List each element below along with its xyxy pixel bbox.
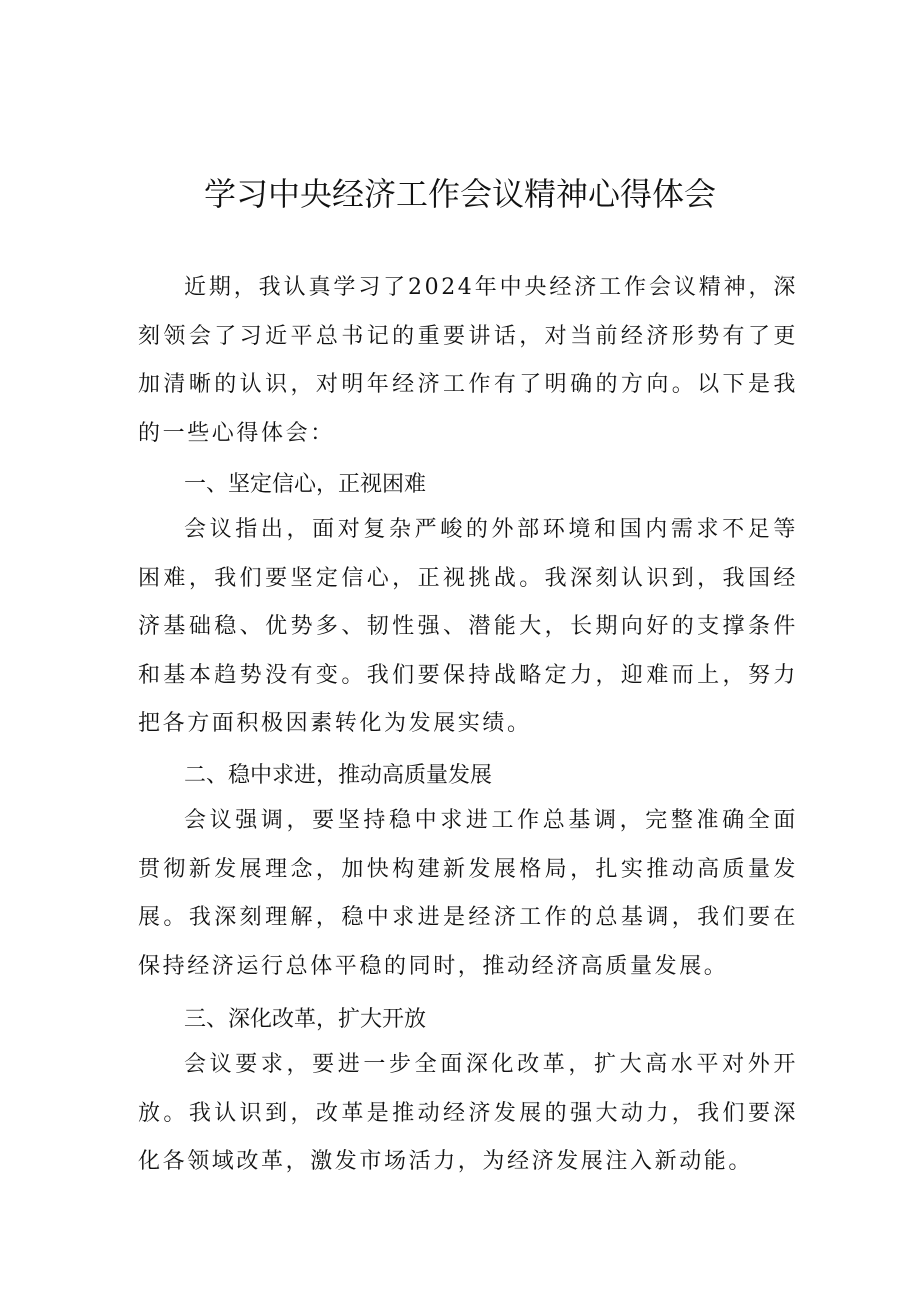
section-body-1: 会议指出，面对复杂严峻的外部环境和国内需求不足等困难，我们要坚定信心，正视挑战。我深刻认识到，我国经济基础稳、优势多、韧性强、潜能大，长期向好的支撑条件和基本趋势没有变。我们要保持战略定力，迎难而上，努力把各方面积极因素转化为发展实绩。 xyxy=(138,517,798,737)
section-heading-1: 一、坚定信心，正视困难 xyxy=(184,472,427,497)
section-heading-3: 三、深化改革，扩大开放 xyxy=(184,1007,427,1032)
document-title: 学习中央经济工作会议精神心得体会 xyxy=(203,175,716,213)
section-body-2: 会议强调，要坚持稳中求进工作总基调，完整准确全面贯彻新发展理念，加快构建新发展格局，扎实推动高质量发展。我深刻理解，稳中求进是经济工作的总基调，我们要在保持经济运行总体平稳的同时，推动经济高质量发展。 xyxy=(138,808,798,979)
section-body-3: 会议要求，要进一步全面深化改革，扩大高水平对外开放。我认识到，改革是推动经济发展的强大动力，我们要深化各领域改革，激发市场活力，为经济发展注入新动能。 xyxy=(138,1052,798,1175)
section-heading-2: 二、稳中求进，推动高质量发展 xyxy=(184,763,493,788)
intro-paragraph: 近期，我认真学习了2024年中央经济工作会议精神，深刻领会了习近平总书记的重要讲话，对当前经济形势有了更加清晰的认识，对明年经济工作有了明确的方向。以下是我的一些心得体会： xyxy=(138,275,798,446)
